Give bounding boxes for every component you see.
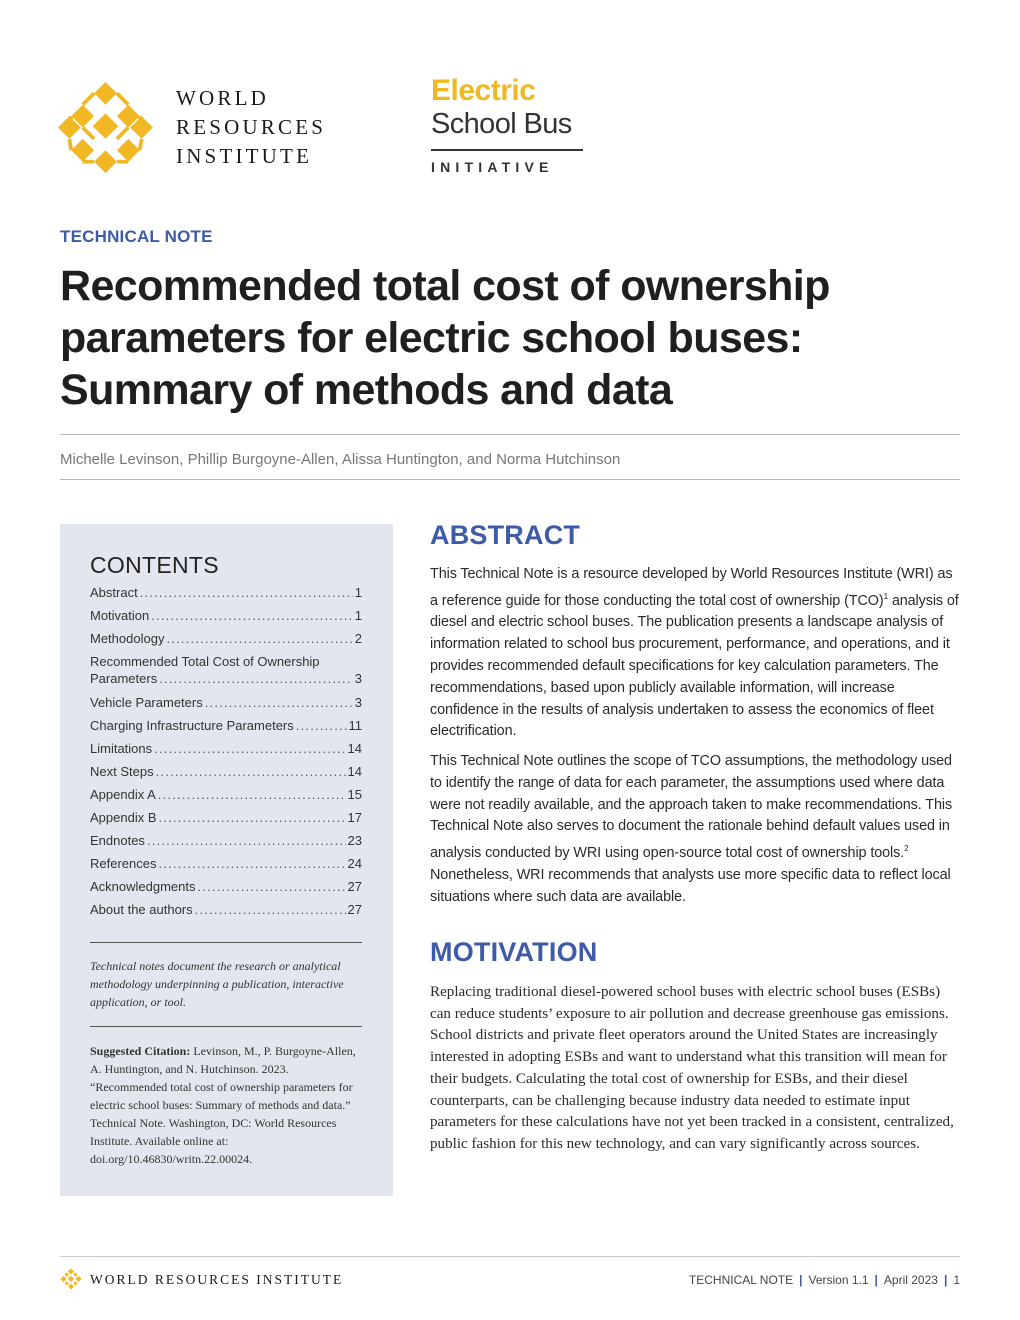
toc-label: Next Steps	[90, 764, 154, 779]
toc-item-acknowledgments[interactable]	[90, 878, 362, 901]
toc-label: Appendix A	[90, 787, 156, 802]
toc-item-next-steps[interactable]	[90, 763, 362, 786]
toc-label: Charging Infrastructure Parameters	[90, 718, 294, 733]
toc-item-appendix-a[interactable]	[90, 786, 362, 809]
toc-page: 15	[347, 787, 362, 802]
motivation-heading: MOTIVATION	[430, 937, 598, 967]
wordmark-line: INSTITUTE	[176, 144, 313, 168]
toc-item-abstract[interactable]	[90, 584, 362, 607]
toc-page: 11	[348, 718, 362, 733]
toc-item-limitations[interactable]	[90, 740, 362, 763]
motivation-paragraph-1: Replacing traditional diesel-powered school buses with electric school buses (ESBs) can reduce students’ exposure to air pollution and decrease greenhouse gas emissions. School districts and private fleet operators around the United States are increasingly interested in adopting ESBs and want to understand what this transition will mean for their budgets. Calculating the total cost of ownership for ESBs, and their diesel counterparts, can be challenging because industry data needed to estimate input parameters for these calculations have not yet been tracked in a consistent, centralized, public fashion for this new technology, and can vary significantly across sources.	[430, 984, 954, 1152]
toc-page: 1	[354, 608, 362, 623]
toc-label: About the authors	[90, 902, 193, 917]
toc-page: 1	[354, 585, 362, 600]
toc-label: Abstract	[90, 585, 138, 600]
toc-page: 24	[347, 856, 362, 871]
toc-label: Limitations	[90, 741, 153, 756]
suggested-citation	[90, 1042, 365, 1168]
toc-item-methodology[interactable]	[90, 630, 362, 653]
footer-divider	[60, 1256, 960, 1257]
toc-label: Vehicle Parameters	[90, 695, 203, 710]
footer-doc-type: TECHNICAL NOTE	[688, 1273, 794, 1287]
toc-item-vehicle-parameters[interactable]	[90, 694, 362, 717]
toc-page: 27	[347, 879, 362, 894]
toc-page: 3	[354, 695, 362, 710]
toc-item-about-authors[interactable]	[90, 901, 362, 924]
authors: Michelle Levinson, Phillip Burgoyne-Allen, Alissa Huntington, and Norma Hutchinson	[60, 451, 621, 468]
endnote-ref[interactable]: 2	[904, 844, 909, 854]
wri-wordmark	[176, 84, 326, 171]
toc-page: 14	[347, 741, 362, 756]
text-run: Nonetheless, WRI recommends that analysts use more specific data to reflect local situations where such data are available.	[430, 866, 951, 905]
toc-item-appendix-b[interactable]	[90, 809, 362, 832]
toc-label: Motivation	[90, 608, 150, 623]
authors-divider	[60, 479, 960, 480]
wordmark-line: RESOURCES	[176, 115, 327, 139]
citation-label: Suggested Citation:	[90, 1044, 191, 1058]
esb-logo	[431, 74, 583, 175]
toc-item-recommended-parameters[interactable]	[90, 653, 362, 694]
toc-label: Recommended Total Cost of Ownership	[90, 654, 320, 669]
esb-divider	[431, 149, 583, 151]
table-of-contents	[90, 584, 362, 924]
abstract-heading: ABSTRACT	[430, 520, 581, 550]
esb-initiative: INITIATIVE	[431, 159, 554, 175]
toc-label: Appendix B	[90, 810, 157, 825]
footer-date: April 2023	[883, 1273, 938, 1287]
sidebar-divider	[90, 1026, 362, 1027]
wri-footer-logo-icon	[60, 1268, 82, 1290]
toc-page: 3	[354, 671, 362, 686]
toc-page: 23	[347, 833, 362, 848]
toc-label: References	[90, 856, 157, 871]
toc-item-motivation[interactable]	[90, 607, 362, 630]
technical-note-description: Technical notes document the research or analytical methodology underpinning a publication, interactive application, or tool.	[90, 959, 344, 1009]
toc-page: 14	[347, 764, 362, 779]
esb-school-bus: School Bus	[431, 108, 572, 140]
toc-label: Endnotes	[90, 833, 145, 848]
text-run: This Technical Note is a resource developed by World Resources Institute (WRI) as a reference guide for those conducting the total cost of ownership (TCO)	[430, 566, 953, 609]
toc-label: Parameters	[90, 671, 158, 686]
doc-type-kicker: TECHNICAL NOTE	[60, 227, 213, 246]
toc-label: Methodology	[90, 631, 165, 646]
title-divider	[60, 434, 960, 435]
footer-meta: TECHNICAL NOTE | Version 1.1 | April 2023 | 1	[688, 1273, 960, 1287]
contents-sidebar	[60, 524, 393, 1196]
toc-label: Acknowledgments	[90, 879, 196, 894]
toc-item-endnotes[interactable]	[90, 832, 362, 855]
toc-page: 17	[347, 810, 362, 825]
esb-electric: Electric	[431, 74, 536, 107]
footer-page-number: 1	[953, 1273, 960, 1287]
wordmark-line: WORLD	[176, 86, 269, 110]
toc-item-charging-infrastructure[interactable]	[90, 717, 362, 740]
citation-text: Levinson, M., P. Burgoyne-Allen, A. Huntington, and N. Hutchinson. 2023. “Recommended total cost of ownership parameters for electric school buses: Summary of methods and data.” Technical Note. Washington, DC: World Resources Institute. Available online at: doi.org/10.46830/writn.22.00024.	[90, 1044, 356, 1166]
abstract-paragraph-2	[430, 751, 962, 908]
sidebar-divider	[90, 942, 362, 943]
text-run: This Technical Note outlines the scope of TCO assumptions, the methodology used to identify the range of data for each parameter, the assumptions used where data were not readily available, and the approach taken to make recommendations. This Technical Note also serves to document the rationale behind default values used in analysis conducted by WRI using open-source total cost of ownership tools.	[430, 753, 953, 861]
abstract-paragraph-1	[430, 564, 962, 743]
endnote-ref[interactable]: 1	[883, 591, 888, 601]
contents-title: CONTENTS	[90, 552, 219, 578]
toc-page: 2	[354, 631, 362, 646]
page-title: Recommended total cost of ownership parameters for electric school buses: Summary of methods and data	[60, 262, 830, 414]
footer-version: Version 1.1	[808, 1273, 869, 1287]
toc-item-references[interactable]	[90, 855, 362, 878]
toc-page: 27	[347, 902, 362, 917]
wri-logo-icon	[58, 80, 153, 175]
footer-wri-name: WORLD RESOURCES INSTITUTE	[90, 1272, 344, 1287]
text-run: analysis of diesel and electric school buses. The publication presents a landscape analysis of information related to school bus procurement, performance, and operations, and it provides recommended default specifications for key calculation parameters. The recommendations, based upon publicly available information, will increase confidence in the results of analysis undertaken to assess the economics of fleet electrification.	[430, 592, 959, 740]
